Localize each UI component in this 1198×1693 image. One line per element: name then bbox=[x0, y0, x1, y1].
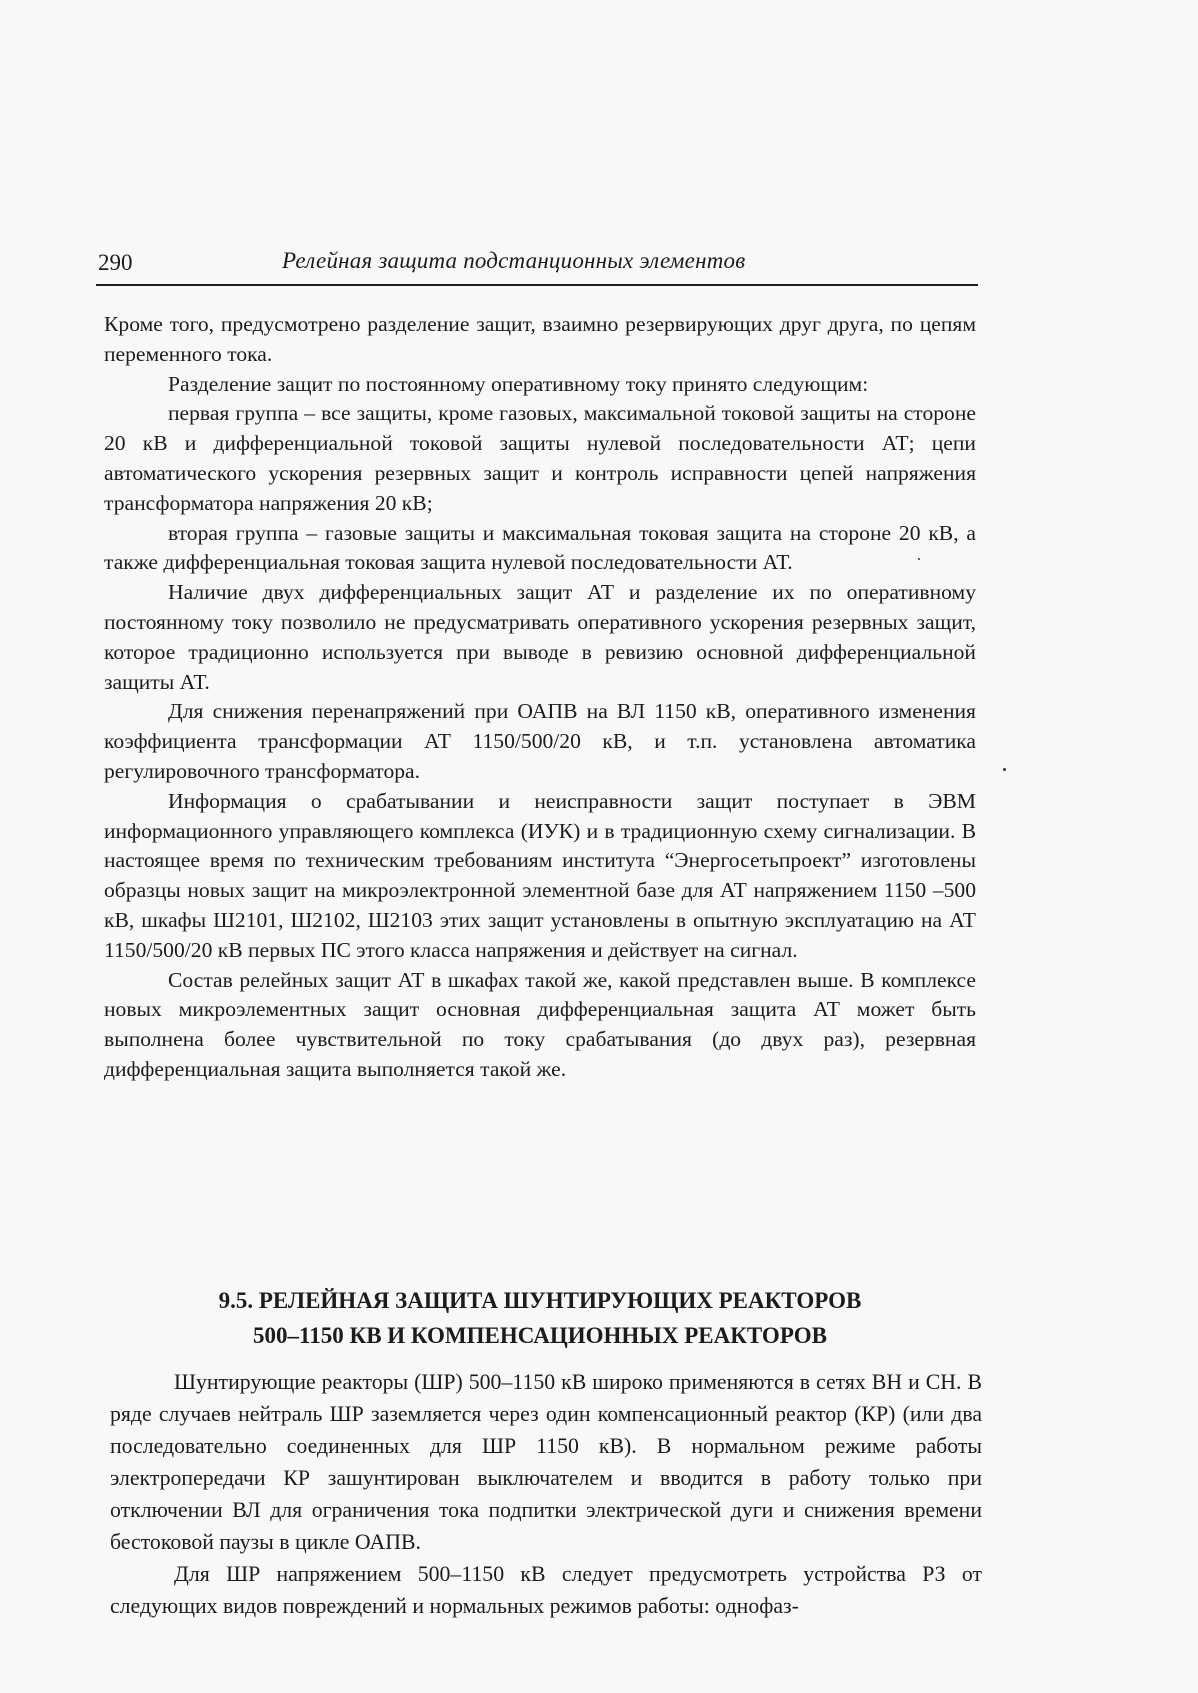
paragraph: Разделение защит по постоянному оперативному току принято следующим: bbox=[168, 371, 869, 396]
section-body bbox=[110, 1366, 982, 1622]
section-heading bbox=[104, 1283, 976, 1353]
paragraph: Для снижения перенапряжений при ОАПВ на ВЛ 1150 кВ, оперативного изменения коэффициента трансформации АТ 1150/500/20 кВ, и т.п. установлена автоматика регулировочного трансформатора. bbox=[104, 699, 976, 783]
paragraph: Состав релейных защит АТ в шкафах такой же, какой представлен выше. В комплексе новых микроэлементных защит основная дифференциальная защита АТ может быть выполнена более чувствительной по току срабатывания (до двух раз), резервная дифференциальная защита выполняется такой же. bbox=[104, 967, 976, 1081]
page-header bbox=[96, 248, 978, 284]
paragraph: Для ШР напряжением 500–1150 кВ следует предусмотреть устройства РЗ от следующих видов повреждений и нормальных режимов работы: однофаз- bbox=[110, 1562, 982, 1618]
section-heading-line-1: 9.5. РЕЛЕЙНАЯ ЗАЩИТА ШУНТИРУЮЩИХ РЕАКТОРОВ bbox=[218, 1288, 862, 1313]
header-rule bbox=[96, 284, 978, 286]
paragraph: первая группа – все защиты, кроме газовых, максимальной токовой защиты на стороне 20 кВ и дифференциальной токовой защиты нулевой последовательности АТ; цепи автоматического ускорения резервных защит и контроль исправности цепей напряжения трансформатора напряжения 20 кВ; bbox=[104, 401, 976, 515]
scan-speck bbox=[1003, 768, 1006, 771]
paragraph: вторая группа – газовые защиты и максимальная токовая защита на стороне 20 кВ, а также дифференциальная токовая защита нулевой последовательности АТ. bbox=[104, 520, 976, 575]
scan-speck bbox=[918, 558, 920, 560]
paragraph: Информация о срабатывании и неисправности защит поступает в ЭВМ информационного управляющего комплекса (ИУК) и в традиционную схему сигнализации. В настоящее время по техническим требованиям института “Энергосетьпроект” изготовлены образцы новых защит на микроэлектронной элементной базе для АТ напряжением 1150 –500 кВ, шкафы Ш2101, Ш2102, Ш2103 этих защит установлены в опытную эксплуатацию на АТ 1150/500/20 кВ первых ПС этого класса напряжения и действует на сигнал. bbox=[104, 788, 976, 962]
running-title: Релейная защита подстанционных элементов bbox=[282, 248, 746, 273]
page-number: 290 bbox=[98, 250, 133, 275]
paragraph: Шунтирующие реакторы (ШР) 500–1150 кВ широко применяются в сетях ВН и СН. В ряде случаев нейтраль ШР заземляется через один компенсационный реактор (КР) (или два последовательно соединенных для ШР 1150 кВ). В нормальном режиме работы электропередачи КР зашунтирован выключателем и вводится в работу только при отключении ВЛ для ограничения тока подпитки электрической дуги и снижения времени бестоковой паузы в цикле ОАПВ. bbox=[110, 1370, 982, 1554]
paragraph: Кроме того, предусмотрено разделение защит, взаимно резервирующих друг друга, по цепям переменного тока. bbox=[104, 312, 976, 366]
body-text bbox=[104, 310, 976, 1085]
paragraph: Наличие двух дифференциальных защит АТ и разделение их по оперативному постоянному току позволило не предусматривать оперативного ускорения резервных защит, которое традиционно используется при выводе в ревизию основной дифференциальной защиты АТ. bbox=[104, 580, 976, 694]
section-heading-line-2: 500–1150 КВ И КОМПЕНСАЦИОННЫХ РЕАКТОРОВ bbox=[253, 1323, 827, 1348]
